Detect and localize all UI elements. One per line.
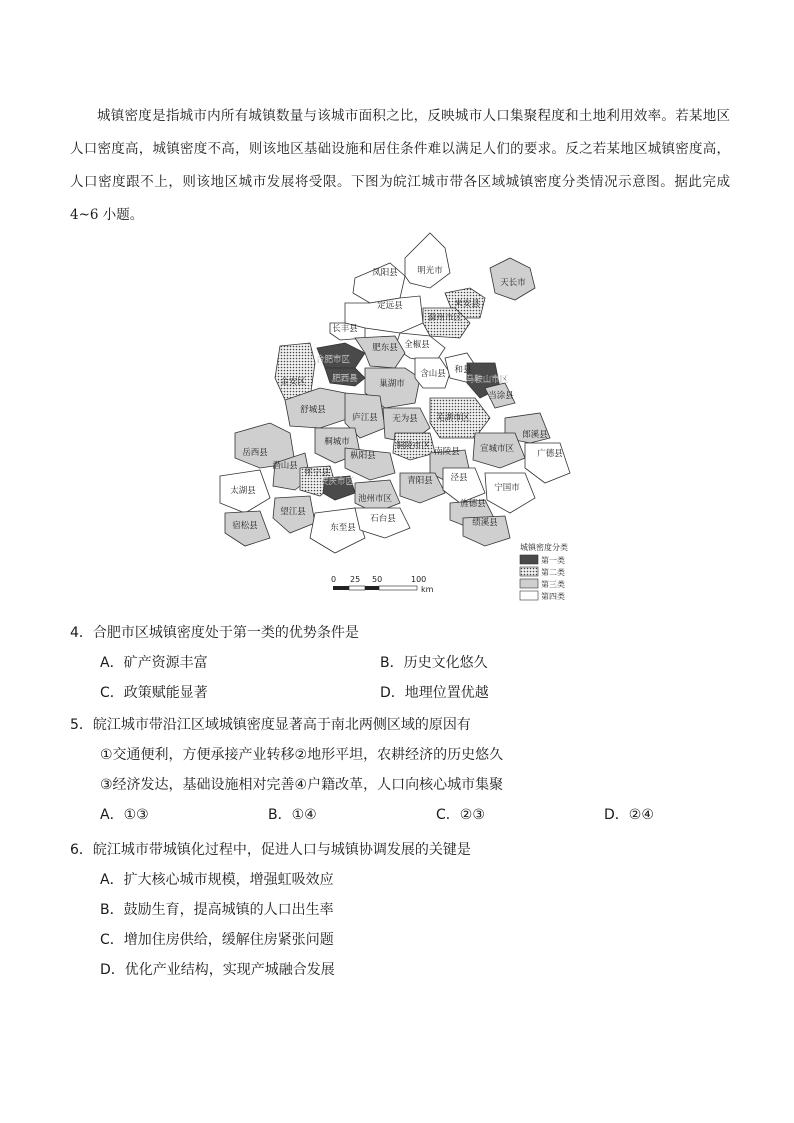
map-region-label: 舒城县 xyxy=(300,405,326,415)
map-region-label: 全椒县 xyxy=(404,340,430,350)
scale-unit: km xyxy=(421,585,434,594)
map-region-label: 肥东县 xyxy=(372,343,398,353)
question-6-number: 6． xyxy=(70,842,93,858)
map-region-label: 和县 xyxy=(454,365,472,375)
map-region-label: 金安区 xyxy=(280,377,306,387)
map-region-label: 定远县 xyxy=(377,301,403,311)
map-region-label: 宁国市 xyxy=(494,483,520,493)
legend-swatch-1 xyxy=(520,555,538,564)
map-region-label: 潜山县 xyxy=(272,461,298,471)
q5-option-b: B．①④ xyxy=(268,807,317,823)
legend-label-2: 第二类 xyxy=(541,568,565,577)
q4-option-b: B．历史文化悠久 xyxy=(380,655,488,671)
map-region-label: 池州市区 xyxy=(357,494,393,504)
map-region-label: 巢湖市 xyxy=(379,379,405,389)
map-region-label: 合肥市区 xyxy=(315,355,351,365)
legend-label-3: 第三类 xyxy=(541,580,565,589)
map-region-label: 枞阳县 xyxy=(350,451,376,461)
question-5-stem: 皖江城市带沿江区域城镇密度显著高于南北两侧区域的原因有 xyxy=(92,717,471,733)
legend-title: 城镇密度分类 xyxy=(520,543,568,552)
map-region-label: 岳西县 xyxy=(242,448,268,458)
map-region-label: 马鞍山市区 xyxy=(465,375,509,385)
q5-statement-line-2: ③经济发达，基础设施相对完善④户籍改革，人口向核心城市集聚 xyxy=(100,777,504,793)
legend-swatch-4 xyxy=(520,591,538,600)
legend-swatch-2 xyxy=(520,567,538,576)
map-legend xyxy=(520,542,568,601)
map-region-label: 望江县 xyxy=(280,507,306,517)
question-5-number: 5． xyxy=(70,717,93,733)
q6-option-c: C．增加住房供给，缓解住房紧张问题 xyxy=(100,932,334,948)
q5-statement-line-1: ①交通便利，方便承接产业转移②地形平坦，农耕经济的历史悠久 xyxy=(100,747,504,763)
q5-option-c: C．②③ xyxy=(436,807,485,823)
map-region-label: 南陵县 xyxy=(434,447,460,457)
q4-option-d: D．地理位置优越 xyxy=(380,685,489,701)
question-4-stem: 合肥市区城镇密度处于第一类的优势条件是 xyxy=(92,625,359,641)
map-region-label: 怀宁县 xyxy=(304,468,330,478)
map-region-label: 无为县 xyxy=(392,414,418,424)
map-region-label: 石台县 xyxy=(370,514,396,524)
legend-swatch-3 xyxy=(520,579,538,588)
question-4-number: 4． xyxy=(70,625,93,641)
q5-option-a: A．①③ xyxy=(100,807,149,823)
intro-text: 城镇密度是指城市内所有城镇数量与该城市面积之比，反映城市人口集聚程度和土地利用效率。若某地区人口密度高，城镇密度不高，则该地区基础设施和居住条件难以满足人们的要求。反之若某地区城镇密度高，人口密度跟不上，则该地区城市发展将受限。下图为皖江城市带各区域城镇密度分类情况示意图。据此完成 4~6 小题。 xyxy=(70,108,730,223)
map-region xyxy=(485,473,535,513)
q4-option-a: A．矿产资源丰富 xyxy=(100,655,208,671)
q6-option-a: A．扩大核心城市规模，增强虹吸效应 xyxy=(100,872,334,888)
map-region-label: 宣城市区 xyxy=(479,444,515,454)
map-region-label: 旌德县 xyxy=(460,499,486,509)
question-5 xyxy=(70,710,730,830)
map-region-label: 东至县 xyxy=(330,523,356,533)
scale-tick-0: 0 xyxy=(331,575,337,584)
map-region-label: 当涂县 xyxy=(488,391,514,401)
map-region-label: 宿松县 xyxy=(232,521,258,531)
scale-tick-100: 100 xyxy=(411,575,427,584)
map-region-label: 安庆市区 xyxy=(319,477,355,487)
scale-bar xyxy=(331,575,434,594)
q5-option-d: D．②④ xyxy=(604,807,654,823)
map-region-label: 庐江县 xyxy=(352,413,378,423)
map-region-label: 天长市 xyxy=(500,278,526,288)
map-region-label: 长丰县 xyxy=(332,324,358,334)
legend-label-1: 第一类 xyxy=(541,556,565,565)
question-4 xyxy=(70,618,730,708)
map-region-label: 芜湖市区 xyxy=(435,413,471,423)
map-region-label: 肥西县 xyxy=(332,374,358,384)
map-region-label: 来安县 xyxy=(454,299,480,309)
q6-option-b: B．鼓励生育，提高城镇的人口出生率 xyxy=(100,902,334,918)
map-region-label: 太湖县 xyxy=(230,486,256,496)
map-region-label: 绩溪县 xyxy=(472,518,498,528)
map-region xyxy=(405,233,450,288)
map-region-label: 凤阳县 xyxy=(372,268,398,278)
intro-passage xyxy=(70,100,730,232)
map-region-label: 广德县 xyxy=(537,449,563,459)
scale-tick-25: 25 xyxy=(350,575,361,584)
map-region-label: 泾县 xyxy=(450,473,468,483)
q4-option-c: C．政策赋能显著 xyxy=(100,685,208,701)
map-region-label: 桐城市 xyxy=(324,437,350,447)
map-region-label: 明光市 xyxy=(417,266,443,276)
legend-label-4: 第四类 xyxy=(541,592,565,601)
density-map xyxy=(205,228,605,608)
map-region-label: 滁州市区 xyxy=(427,313,463,323)
q6-option-d: D．优化产业结构，实现产城融合发展 xyxy=(100,962,335,978)
map-region-label: 铜陵市区 xyxy=(395,441,431,451)
map-region-label: 郎溪县 xyxy=(522,430,548,440)
map-region-label: 含山县 xyxy=(420,369,446,379)
question-6 xyxy=(70,835,730,985)
question-6-stem: 皖江城市带城镇化过程中，促进人口与城镇协调发展的关键是 xyxy=(92,842,471,858)
scale-tick-50: 50 xyxy=(372,575,383,584)
map-region-label: 青阳县 xyxy=(407,476,433,486)
